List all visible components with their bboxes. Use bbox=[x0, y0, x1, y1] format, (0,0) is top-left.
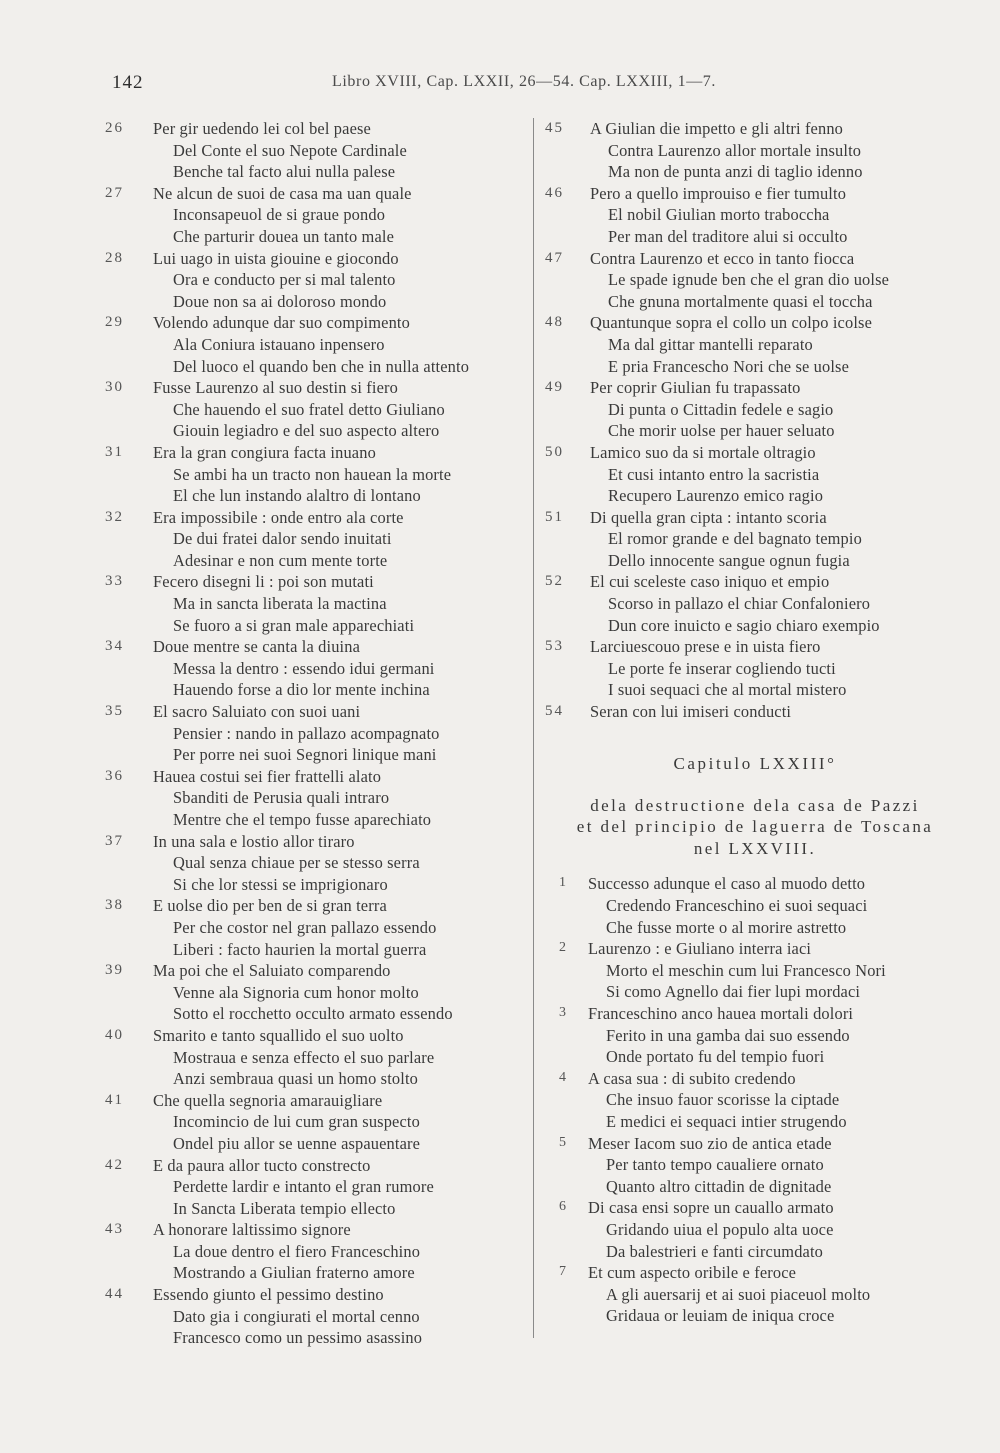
stanza bbox=[105, 1284, 525, 1349]
stanza-number: 2 bbox=[559, 940, 568, 956]
stanza bbox=[105, 636, 525, 701]
stanza-number: 32 bbox=[105, 508, 124, 525]
verse-line: Da balestrieri e fanti circumdato bbox=[606, 1241, 824, 1261]
column-divider bbox=[533, 118, 534, 1338]
stanza-number: 4 bbox=[559, 1069, 568, 1085]
verse-line: Venne ala Signoria cum honor molto bbox=[173, 982, 419, 1002]
stanza bbox=[545, 1197, 975, 1262]
stanza-number: 49 bbox=[545, 379, 564, 396]
stanza-number: 54 bbox=[545, 703, 564, 720]
stanza-number: 50 bbox=[545, 443, 564, 460]
verse-line: Quantunque sopra el collo un colpo icolse bbox=[590, 313, 872, 333]
verse-line: Essendo giunto el pessimo destino bbox=[153, 1285, 384, 1305]
verse-line: Anzi sembraua quasi un homo stolto bbox=[173, 1069, 419, 1089]
verse-line: Hauea costui sei fier frattelli alato bbox=[153, 766, 382, 786]
chapter-description bbox=[545, 795, 965, 860]
stanza bbox=[105, 571, 525, 636]
verse-line: E medici ei sequaci intier strugendo bbox=[606, 1111, 847, 1131]
stanza bbox=[105, 183, 525, 248]
verse-line: Se ambi ha un tracto non hauean la morte bbox=[173, 464, 452, 484]
verse-line: Incomincio de lui cum gran suspecto bbox=[173, 1112, 420, 1132]
stanza-number: 47 bbox=[545, 249, 564, 266]
stanza-number: 38 bbox=[105, 897, 124, 914]
verse-line: Liberi : facto haurien la mortal guerra bbox=[173, 939, 427, 959]
verse-line: Mentre che el tempo fusse aparechiato bbox=[173, 810, 432, 829]
verse-line: Ora e conducto per si mal talento bbox=[173, 270, 396, 290]
stanza bbox=[545, 1003, 975, 1068]
stanza bbox=[545, 701, 975, 723]
verse-line: Dun core inuicto e sagio chiaro exempio bbox=[608, 615, 880, 635]
verse-line: El romor grande e del bagnato tempio bbox=[608, 529, 862, 549]
stanza-number: 1 bbox=[559, 875, 568, 891]
stanza-number: 26 bbox=[105, 120, 124, 136]
verse-line: Di casa ensi sopre un cauallo armato bbox=[588, 1198, 834, 1218]
verse-line: Sbanditi de Perusia quali intraro bbox=[173, 788, 390, 808]
verse-line: Gridando uiua el populo alta uoce bbox=[606, 1219, 834, 1239]
verse-line: In Sancta Liberata tempio ellecto bbox=[173, 1198, 396, 1218]
stanza bbox=[105, 895, 525, 960]
stanza-number: 48 bbox=[545, 314, 564, 331]
stanza-number: 44 bbox=[105, 1286, 124, 1303]
verse-line: Et cum aspecto oribile e feroce bbox=[588, 1263, 797, 1283]
verse-line: Per gir uedendo lei col bel paese bbox=[153, 119, 371, 138]
verse-line: Lui uago in uista giouine e giocondo bbox=[153, 248, 399, 268]
verse-line: Per che costor nel gran pallazo essendo bbox=[173, 917, 437, 937]
verse-line: Le porte fe inserar cogliendo tucti bbox=[608, 658, 836, 678]
verse-line: Meser Iacom suo zio de antica etade bbox=[588, 1133, 832, 1153]
verse-line: De dui fratei dalor sendo inuitati bbox=[173, 529, 392, 549]
verse-line: Che gnuna mortalmente quasi el toccha bbox=[608, 291, 873, 311]
stanza bbox=[545, 1133, 975, 1198]
verse-line: Si como Agnello dai fier lupi mordaci bbox=[606, 982, 861, 1002]
stanza bbox=[105, 701, 525, 766]
verse-line: Volendo adunque dar suo compimento bbox=[153, 313, 410, 333]
stanza-number: 29 bbox=[105, 314, 124, 331]
stanza bbox=[545, 571, 975, 636]
stanza bbox=[105, 960, 525, 1025]
stanza bbox=[105, 248, 525, 313]
stanza-number: 35 bbox=[105, 703, 124, 720]
stanza bbox=[545, 442, 975, 507]
verse-line: Fecero disegni li : poi son mutati bbox=[153, 572, 374, 592]
verse-line: Mostrando a Giulian fraterno amore bbox=[173, 1263, 415, 1283]
verse-line: El cui sceleste caso iniquo et empio bbox=[590, 572, 830, 592]
stanza-number: 42 bbox=[105, 1156, 124, 1173]
stanza bbox=[105, 1155, 525, 1220]
stanza-number: 27 bbox=[105, 184, 124, 201]
stanza bbox=[105, 442, 525, 507]
verse-line: Per coprir Giulian fu trapassato bbox=[590, 378, 801, 398]
chapter-description-line: nel LXXVIII. bbox=[693, 838, 817, 858]
stanza-number: 52 bbox=[545, 573, 564, 590]
chapter-title: Capitulo LXXIII° bbox=[673, 753, 837, 773]
left-column bbox=[105, 118, 525, 1349]
stanza-number: 40 bbox=[105, 1026, 124, 1043]
verse-line: Larciuescouo prese e in uista fiero bbox=[590, 637, 821, 657]
verse-line: Contra Laurenzo allor mortale insulto bbox=[608, 140, 862, 160]
verse-line: Laurenzo : e Giuliano interra iaci bbox=[588, 939, 812, 959]
verse-line: Ferito in una gamba dai suo essendo bbox=[606, 1025, 850, 1045]
stanza bbox=[545, 507, 975, 572]
verse-line: Ma poi che el Saluiato comparendo bbox=[153, 961, 391, 981]
verse-line: A gli auersarij et ai suoi piaceuol molto bbox=[606, 1284, 871, 1304]
verse-line: Ma non de punta anzi di taglio idenno bbox=[608, 162, 863, 182]
verse-line: Che morir uolse per hauer seluato bbox=[608, 421, 835, 441]
verse-line: El che lun instando alaltro di lontano bbox=[173, 486, 421, 506]
stanza bbox=[545, 377, 975, 442]
verse-line: Scorso in pallazo el chiar Confaloniero bbox=[608, 594, 871, 614]
verse-line: A casa sua : di subito credendo bbox=[588, 1068, 796, 1088]
stanza bbox=[105, 1090, 525, 1155]
verse-line: Fusse Laurenzo al suo destin si fiero bbox=[153, 378, 398, 398]
stanza bbox=[545, 1068, 975, 1133]
chapter-heading bbox=[545, 753, 975, 860]
verse-line: Adesinar e non cum mente torte bbox=[173, 550, 388, 570]
stanza bbox=[105, 831, 525, 896]
page-number: 142 bbox=[112, 72, 144, 93]
verse-line: Benche tal facto alui nulla palese bbox=[173, 162, 396, 182]
stanza-number: 39 bbox=[105, 962, 124, 979]
verse-line: Franceschino anco hauea mortali dolori bbox=[588, 1003, 854, 1023]
verse-line: A Giulian die impetto e gli altri fenno bbox=[590, 119, 844, 138]
stanza-number: 33 bbox=[105, 573, 124, 590]
verse-line: Per tanto tempo caualiere ornato bbox=[606, 1155, 824, 1175]
verse-line: Lamico suo da si mortale oltragio bbox=[590, 442, 816, 462]
verse-line: Francesco como un pessimo asassino bbox=[173, 1328, 423, 1348]
stanza bbox=[105, 766, 525, 831]
right-stanzas bbox=[545, 118, 975, 723]
verse-line: E da paura allor tucto constrecto bbox=[153, 1155, 371, 1175]
verse-line: Giouin legiadro e del suo aspecto altero bbox=[173, 421, 440, 441]
stanza bbox=[545, 636, 975, 701]
verse-line: Ne alcun de suoi de casa ma uan quale bbox=[153, 183, 412, 203]
verse-line: Perdette lardir e intanto el gran rumore bbox=[173, 1177, 434, 1197]
verse-line: Quanto altro cittadin de dignitade bbox=[606, 1176, 832, 1196]
verse-line: Credendo Franceschino ei suoi sequaci bbox=[606, 896, 868, 915]
verse-line: Hauendo forse a dio lor mente inchina bbox=[173, 680, 430, 700]
verse-line: Ala Coniura istauano inpensero bbox=[173, 334, 385, 354]
verse-line: I suoi sequaci che al mortal mistero bbox=[608, 680, 847, 700]
verse-line: Per porre nei suoi Segnori linique mani bbox=[173, 745, 437, 765]
stanza bbox=[545, 183, 975, 248]
stanza-number: 7 bbox=[559, 1264, 568, 1280]
stanza bbox=[545, 1262, 975, 1327]
verse-line: Mostraua e senza effecto el suo parlare bbox=[173, 1047, 435, 1067]
verse-line: Di quella gran cipta : intanto scoria bbox=[590, 507, 827, 527]
stanza-number: 6 bbox=[559, 1199, 568, 1215]
verse-line: Et cusi intanto entro la sacristia bbox=[608, 464, 820, 484]
stanza bbox=[105, 312, 525, 377]
verse-line: Si che lor stessi se imprigionaro bbox=[173, 874, 388, 894]
verse-line: El nobil Giulian morto traboccha bbox=[608, 205, 830, 225]
stanza bbox=[545, 312, 975, 377]
stanza bbox=[105, 377, 525, 442]
stanza bbox=[545, 873, 975, 938]
stanza-number: 28 bbox=[105, 249, 124, 266]
verse-line: La doue dentro el fiero Franceschino bbox=[173, 1241, 421, 1261]
verse-line: E uolse dio per ben de si gran terra bbox=[153, 896, 387, 916]
stanza bbox=[105, 507, 525, 572]
verse-line: Doue mentre se canta la diuina bbox=[153, 637, 361, 657]
stanza bbox=[545, 938, 975, 1003]
verse-line: Che parturir douea un tanto male bbox=[173, 226, 394, 246]
verse-line: Qual senza chiaue per se stesso serra bbox=[173, 853, 420, 873]
stanza-number: 53 bbox=[545, 638, 564, 655]
right-column bbox=[545, 118, 975, 1327]
verse-line: Doue non sa ai doloroso mondo bbox=[173, 291, 387, 311]
verse-line: Che insuo fauor scorisse la ciptade bbox=[606, 1090, 840, 1110]
stanza-number: 34 bbox=[105, 638, 124, 655]
verse-line: Dato gia i congiurati el mortal cenno bbox=[173, 1306, 420, 1326]
verse-line: Smarito e tanto squallido el suo uolto bbox=[153, 1025, 404, 1045]
verse-line: Era la gran congiura facta inuano bbox=[153, 442, 376, 462]
verse-line: Pero a quello improuiso e fier tumulto bbox=[590, 183, 847, 203]
stanza bbox=[545, 248, 975, 313]
verse-line: Che fusse morte o al morire astretto bbox=[606, 917, 847, 937]
verse-line: Di punta o Cittadin fedele e sagio bbox=[608, 399, 834, 419]
stanza-number: 43 bbox=[105, 1221, 124, 1238]
stanza-number: 31 bbox=[105, 443, 124, 460]
verse-line: Che hauendo el suo fratel detto Giuliano bbox=[173, 399, 445, 419]
stanza-number: 37 bbox=[105, 832, 124, 849]
verse-line: Successo adunque el caso al muodo detto bbox=[588, 874, 866, 894]
verse-line: Le spade ignude ben che el gran dio uolse bbox=[608, 270, 890, 290]
stanza bbox=[105, 1025, 525, 1090]
stanza bbox=[545, 118, 975, 183]
verse-line: Per man del traditore alui si occulto bbox=[608, 226, 848, 246]
chapter-stanzas bbox=[545, 873, 975, 1326]
verse-line: Se fuoro a si gran male apparechiati bbox=[173, 615, 415, 635]
verse-line: Onde portato fu del tempio fuori bbox=[606, 1047, 825, 1067]
stanza-number: 41 bbox=[105, 1091, 124, 1108]
stanza-number: 30 bbox=[105, 379, 124, 396]
verse-line: Messa la dentro : essendo idui germani bbox=[173, 658, 435, 678]
verse-line: Morto el meschin cum lui Francesco Nori bbox=[606, 960, 886, 980]
verse-line: Che quella segnoria amarauigliare bbox=[153, 1090, 383, 1110]
stanza-number: 46 bbox=[545, 184, 564, 201]
verse-line: Del luoco el quando ben che in nulla attento bbox=[173, 356, 470, 376]
verse-line: Seran con lui imiseri conducti bbox=[590, 702, 792, 722]
stanza-number: 45 bbox=[545, 120, 564, 136]
verse-line: E pria Francescho Nori che se uolse bbox=[608, 356, 850, 376]
stanza-number: 3 bbox=[559, 1004, 568, 1020]
verse-line: A honorare laltissimo signore bbox=[153, 1220, 351, 1240]
stanza bbox=[105, 1219, 525, 1284]
verse-line: Gridaua or leuiam de iniqua croce bbox=[606, 1306, 835, 1326]
stanza-number: 5 bbox=[559, 1134, 568, 1150]
verse-line: Recupero Laurenzo emico ragio bbox=[608, 486, 824, 506]
chapter-description-line: et del principio de laguerra de Toscana bbox=[576, 817, 934, 837]
verse-line: El sacro Saluiato con suoi uani bbox=[153, 702, 361, 722]
stanza-number: 51 bbox=[545, 508, 564, 525]
verse-line: Inconsapeuol de si graue pondo bbox=[173, 205, 386, 225]
verse-line: Dello innocente sangue ognun fugia bbox=[608, 550, 850, 570]
verse-line: Era impossibile : onde entro ala corte bbox=[153, 507, 404, 527]
verse-line: Contra Laurenzo et ecco in tanto fiocca bbox=[590, 248, 855, 268]
verse-line: Ma dal gittar mantelli reparato bbox=[608, 334, 813, 354]
verse-line: Sotto el rocchetto occulto armato essendo bbox=[173, 1004, 453, 1024]
verse-line: Del Conte el suo Nepote Cardinale bbox=[173, 140, 407, 160]
chapter-description-line: dela destructione dela casa de Pazzi bbox=[590, 795, 920, 815]
verse-line: In una sala e lostio allor tiraro bbox=[153, 831, 355, 851]
verse-line: Pensier : nando in pallazo acompagnato bbox=[173, 723, 440, 743]
stanza-number: 36 bbox=[105, 767, 124, 784]
running-head: Libro XVIII, Cap. LXXII, 26—54. Cap. LXXIII, 1—7. bbox=[332, 73, 716, 90]
verse-line: Ma in sancta liberata la mactina bbox=[173, 594, 387, 614]
stanza bbox=[105, 118, 525, 183]
verse-line: Ondel piu allor se uenne aspauentare bbox=[173, 1133, 421, 1153]
